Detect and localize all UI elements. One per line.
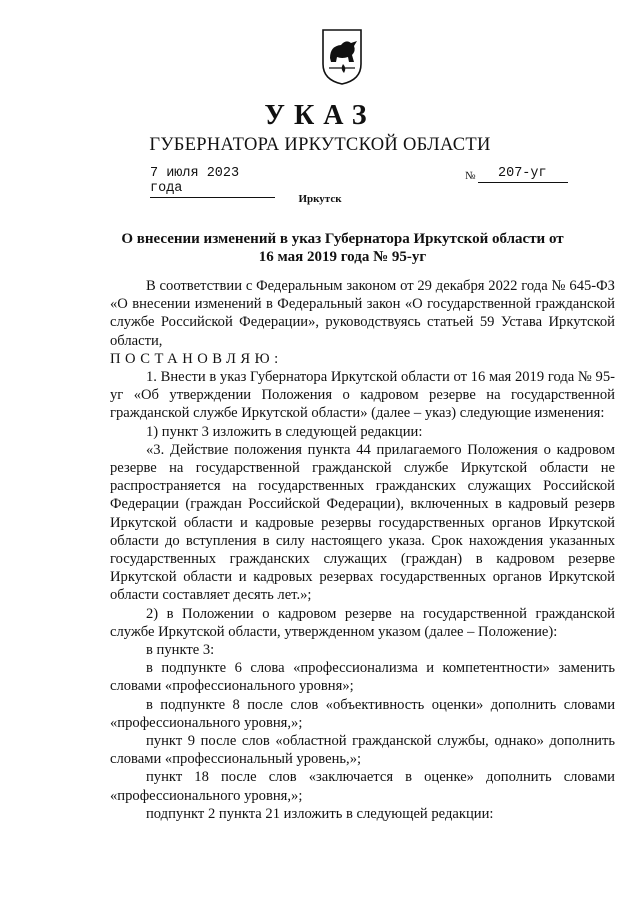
subclause-2-paragraph: 2) в Положении о кадровом резерве на государственной гражданской службе Иркутской области, утвержденном указом (далее – Положение): bbox=[110, 605, 615, 640]
decree-body bbox=[110, 277, 615, 823]
subpoint-6-paragraph: в подпункте 6 слова «профессионализма и компетентности» заменить словами «профессионального уровня»; bbox=[110, 660, 615, 695]
document-title: УКАЗ bbox=[264, 100, 376, 131]
decree-date: 7 июля 2023 года bbox=[150, 166, 275, 198]
document-subtitle: ГУБЕРНАТОРА ИРКУТСКОЙ ОБЛАСТИ bbox=[149, 135, 491, 155]
preamble-paragraph: В соответствии с Федеральным законом от 29 декабря 2022 года № 645-ФЗ «О внесении изменений в Федеральный закон «О государственной гражданской службе Российской Федерации», руководствуясь статьей 59 Устава Иркутской области, bbox=[110, 278, 615, 349]
decree-city: Иркутск bbox=[298, 193, 342, 205]
decree-resolution-word: ПОСТАНОВЛЯЮ: bbox=[110, 350, 283, 367]
subpoint-8-paragraph: в подпункте 8 после слов «объективность оценки» дополнить словами «профессионального уровня,»; bbox=[110, 696, 615, 731]
subclause-1-paragraph: 1) пункт 3 изложить в следующей редакции: bbox=[146, 423, 423, 440]
point-9-paragraph: пункт 9 после слов «областной гражданской службы, однако» дополнить словами «профессиональный уровень,»; bbox=[110, 733, 615, 768]
point-3-paragraph: в пункте 3: bbox=[146, 642, 215, 659]
irkutsk-coat-of-arms-icon bbox=[321, 28, 363, 86]
decree-heading bbox=[110, 230, 575, 266]
heading-line-1: О внесении изменений в указ Губернатора Иркутской области от bbox=[121, 231, 564, 247]
clause-1-paragraph: 1. Внести в указ Губернатора Иркутской области от 16 мая 2019 года № 95-уг «Об утверждении Положения о кадровом резерве на государственной гражданской службе Иркутской области» (далее – указ) следующие изменения: bbox=[110, 369, 615, 422]
number-sign: № bbox=[465, 170, 476, 182]
new-clause-3-paragraph: «3. Действие положения пункта 44 прилагаемого Положения о кадровом резерве на государственной гражданской службе Иркутской области не распространяется на государственных гражданских служащих Российской Федерации (граждан Российской Федерации), включенных в кадровый резерв Иркутской области и кадровые резервы государственных органов Иркутской области до вступления в силу настоящего указа. Срок нахождения указанных государственных гражданских служащих (граждан) в кадровом резерве Иркутской области и кадровых резервах государственных органов Иркутской области составляет десять лет.»; bbox=[110, 441, 615, 604]
point-21-paragraph: подпункт 2 пункта 21 изложить в следующей редакции: bbox=[146, 805, 494, 822]
point-18-paragraph: пункт 18 после слов «заключается в оценке» дополнить словами «профессионального уровня,»; bbox=[110, 769, 615, 804]
heading-line-2: 16 мая 2019 года № 95-уг bbox=[258, 249, 427, 265]
decree-number: 207-уг bbox=[478, 166, 568, 183]
